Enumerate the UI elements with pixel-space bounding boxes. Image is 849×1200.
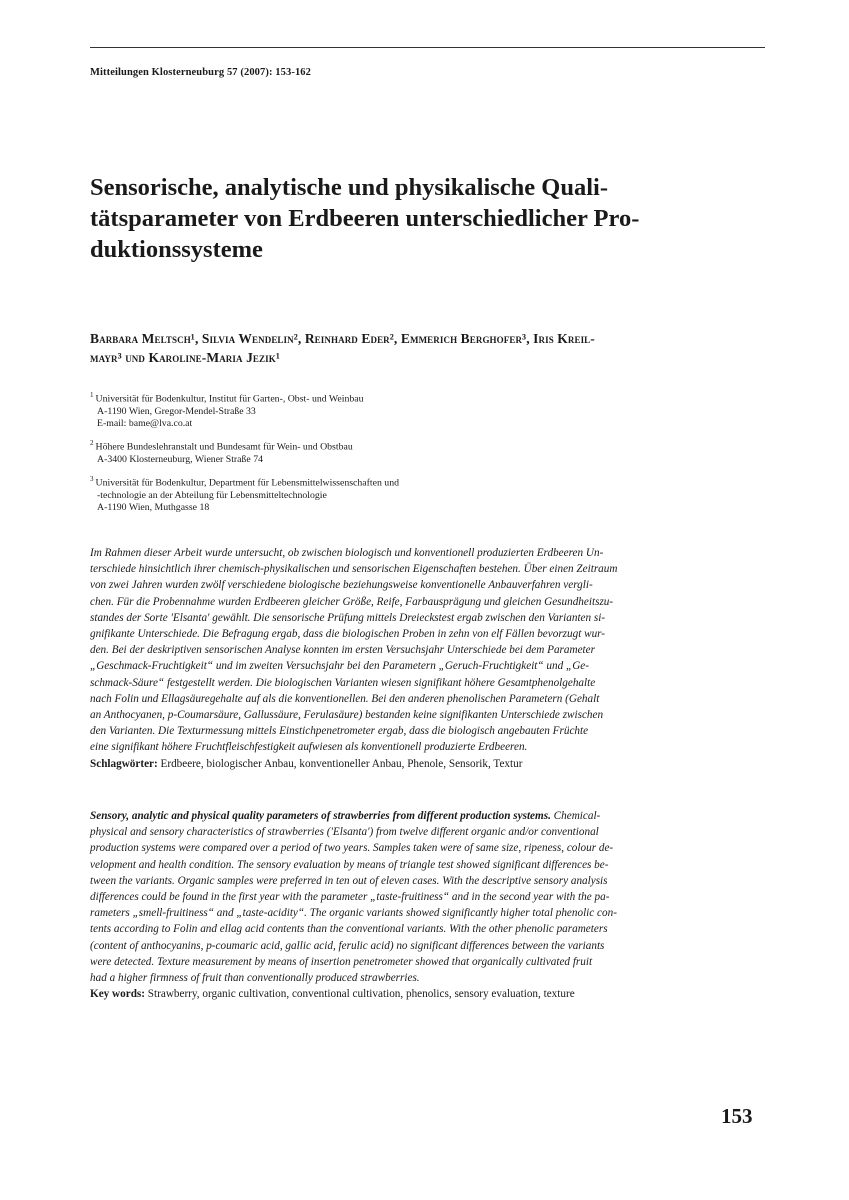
author-list bbox=[90, 329, 765, 367]
affiliation-line: E-mail: bame@lva.co.at bbox=[97, 418, 193, 430]
abstract-line: (content of anthocyanins, p-coumaric acid, gallic acid, ferulic acid) no significant differences between the variants bbox=[90, 939, 605, 952]
keywords-label: Key words: bbox=[90, 988, 145, 1001]
abstract-line: gnifikante Unterschiede. Die Befragung ergab, dass die biologischen Proben in zehn von elf Fällen bevorzugt wur- bbox=[90, 628, 606, 641]
affiliation-number: 2 bbox=[90, 439, 94, 447]
keywords-english bbox=[90, 986, 765, 1002]
abstract-line: eine signifikant höhere Fruchtfleischfestigkeit aufwiesen als konventionell produzierte Erdbeeren. bbox=[90, 741, 528, 754]
keywords-text: Erdbeere, biologischer Anbau, konventioneller Anbau, Phenole, Sensorik, Textur bbox=[157, 757, 523, 770]
abstract-line: were detected. Texture measurement by means of insertion penetrometer showed that organically cultivated fruit bbox=[90, 955, 593, 968]
abstract-line: chen. Für die Probennahme wurden Erdbeeren gleicher Größe, Reife, Farbausprägung und gleichen Gesundheitszu- bbox=[90, 595, 614, 608]
abstract-line: den Varianten. Die Texturmessung mittels Einstichpenetrometer ergab, dass die biologisch angebauten Früchte bbox=[90, 725, 589, 738]
keywords-german bbox=[90, 756, 765, 772]
affiliation-number: 3 bbox=[90, 475, 94, 483]
abstract-line: rameters „smell-fruitiness“ and „taste-acidity“. The organic variants showed significantly higher total phenolic con- bbox=[90, 907, 617, 920]
english-title-runin: Sensory, analytic and physical quality parameters of strawberries from different production systems. bbox=[90, 810, 551, 822]
abstract-line: differences could be found in the first year with the parameter „taste-fruitiness“ and in the second year with the pa- bbox=[90, 891, 610, 904]
affiliation-3 bbox=[90, 473, 765, 515]
abstract-line: nach Folin und Ellagsäuregehalte auf als die konventionellen. Bei den anderen phenolischen Parametern (Gehalt bbox=[90, 692, 600, 705]
abstract-line: standes der Sorte 'Elsanta' gewählt. Die sensorische Prüfung mittels Dreieckstest ergab zwischen den Varianten si- bbox=[90, 611, 606, 624]
page-number: 153 bbox=[721, 1104, 753, 1128]
abstract-line: tents according to Folin and ellag acid contents than the conventional variants. With the other phenolic parameters bbox=[90, 923, 608, 936]
abstract-line: von zwei Jahren wurden zwölf verschiedene biologische beziehungsweise konventionelle Anbauverfahren vergli- bbox=[90, 579, 593, 592]
abstract-line: Im Rahmen dieser Arbeit wurde untersucht, ob zwischen biologisch und konventionell produzierten Erdbeeren Un- bbox=[90, 547, 604, 559]
affiliation-line: A-3400 Klosterneuburg, Wiener Straße 74 bbox=[97, 453, 264, 465]
title-line: duktionssysteme bbox=[90, 236, 263, 263]
title-line: Sensorische, analytische und physikalische Quali- bbox=[90, 174, 609, 201]
affiliation-2 bbox=[90, 437, 765, 466]
affiliation-1 bbox=[90, 389, 765, 431]
affiliation-line: A-1190 Wien, Muthgasse 18 bbox=[97, 502, 210, 514]
abstract-line: had a higher firmness of fruit than conventionally produced strawberries. bbox=[90, 972, 420, 985]
abstract-german bbox=[90, 545, 765, 772]
keywords-text: Strawberry, organic cultivation, conventional cultivation, phenolics, sensory evaluation, texture bbox=[145, 988, 575, 1001]
header-rule bbox=[90, 47, 765, 48]
abstract-english bbox=[90, 808, 765, 1002]
affiliation-number: 1 bbox=[90, 391, 94, 399]
abstract-line: an Anthocyanen, p-Coumarsäure, Gallussäure, Ferulasäure) bestanden keine signifikanten Unterschiede zwischen bbox=[90, 709, 604, 722]
author-line: Barbara Meltsch¹, Silvia Wendelin², Reinhard Eder², Emmerich Berghofer³, Iris Kreil- bbox=[90, 331, 595, 346]
affiliation-line: $^2$ Höhere Bundeslehranstalt und Bundesamt für Wein- und Obstbau bbox=[90, 439, 353, 453]
abstract-line: schmack-Säure“ festgestellt werden. Die biologischen Varianten wiesen signifikant höhere Gesamtphenolgehalte bbox=[90, 676, 596, 689]
affiliation-line: $^1$ Universität für Bodenkultur, Institut für Garten-, Obst- und Weinbau bbox=[90, 391, 364, 405]
title-line: tätsparameter von Erdbeeren unterschiedlicher Pro- bbox=[90, 205, 640, 232]
abstract-line: „Geschmack-Fruchtigkeit“ und im zweiten Versuchsjahr bei den Parametern „Geruch-Fruchtigkeit“ und „Ge- bbox=[90, 660, 590, 673]
abstract-line: tween the variants. Organic samples were preferred in ten out of eleven cases. With the descriptive sensory analysis bbox=[90, 874, 608, 887]
abstract-line: velopment and health condition. The sensory evaluation by means of triangle test showed significant differences be- bbox=[90, 858, 609, 871]
affiliation-line: A-1190 Wien, Gregor-Mendel-Straße 33 bbox=[97, 405, 256, 417]
abstract-line-rest: Chemical- bbox=[550, 810, 601, 822]
journal-citation: Mitteilungen Klosterneuburg 57 (2007): 153-162 bbox=[90, 67, 311, 78]
affiliation-line: -technologie an der Abteilung für Lebensmitteltechnologie bbox=[97, 489, 327, 501]
author-line: mayr³ und Karoline-Maria Jezik¹ bbox=[90, 350, 280, 365]
affiliation-line: $^3$ Universität für Bodenkultur, Department für Lebensmittelwissenschaften und bbox=[90, 475, 400, 489]
abstract-line: physical and sensory characteristics of strawberries ('Elsanta') from twelve different organic and/or conventional bbox=[90, 826, 599, 839]
abstract-line: terschiede hinsichtlich ihrer chemisch-physikalischen und sensorischen Eigenschaften bestehen. Über einen Zeitraum bbox=[90, 563, 618, 576]
keywords-label: Schlagwörter: bbox=[90, 757, 158, 770]
abstract-line bbox=[90, 808, 765, 824]
article-title bbox=[90, 172, 765, 265]
abstract-line: den. Bei der deskriptiven sensorischen Analyse konnten im ersten Versuchsjahr Unterschiede bei dem Parameter bbox=[90, 644, 595, 657]
abstract-line: production systems were compared over a period of two years. Samples taken were of same size, ripeness, colour de- bbox=[90, 842, 614, 855]
